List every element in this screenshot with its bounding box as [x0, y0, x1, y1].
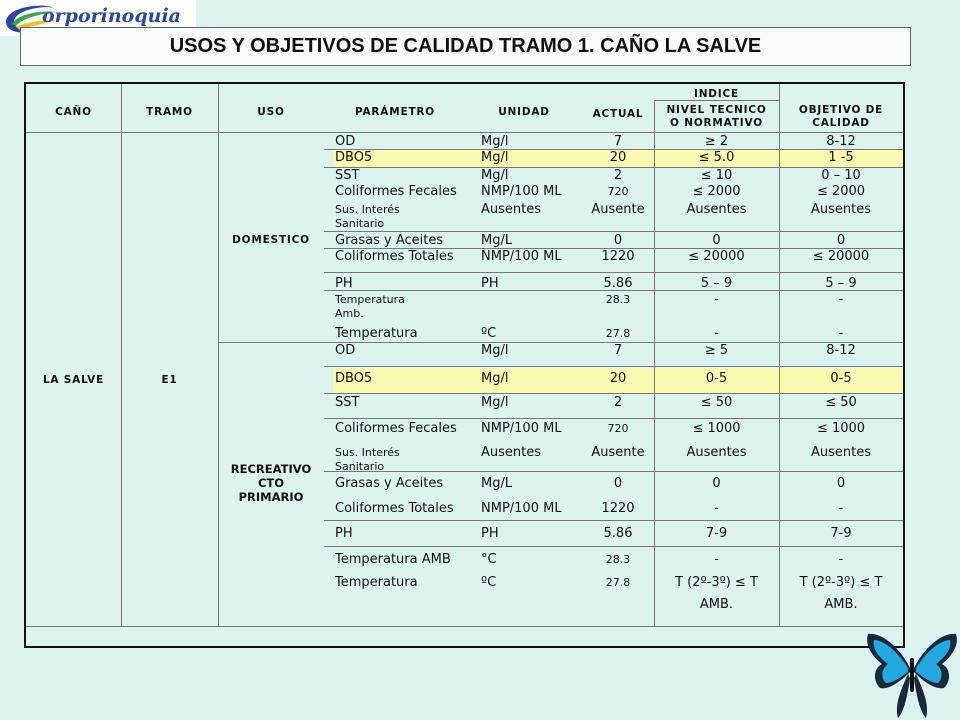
domestico-cell-objetivo: 0 – 10	[821, 168, 861, 183]
grid-line	[26, 626, 903, 627]
recreativo-cell-param: Coliformes Fecales	[335, 421, 457, 436]
recreativo-cell-unidad: Mg/l	[481, 371, 509, 386]
header-actual: ACTUAL	[592, 108, 644, 120]
domestico-cell-actual: 27.8	[605, 327, 631, 340]
row-divider	[324, 393, 903, 394]
row-divider	[324, 272, 903, 273]
recreativo-cell-objetivo: T (2º-3º) ≤ T	[799, 575, 883, 590]
domestico-cell-param: Sus. Interés	[335, 203, 400, 216]
recreativo-cell-unidad: Mg/l	[481, 395, 509, 410]
recreativo-cell-param: Temperatura	[335, 575, 418, 590]
uso-domestico: DOMESTICO	[232, 234, 310, 246]
domestico-cell-actual: 20	[609, 150, 627, 165]
recreativo-cell-actual: 20	[609, 371, 627, 386]
domestico-cell-unidad: NMP/100 ML	[481, 249, 562, 264]
recreativo-cell-norma: Ausentes	[686, 445, 747, 460]
domestico-cell-unidad: Mg/l	[481, 168, 509, 183]
recreativo-cell-actual: 27.8	[605, 576, 631, 589]
grid-line	[218, 84, 219, 626]
domestico-cell-norma: Ausentes	[686, 202, 747, 217]
domestico-cell-norma: ≤ 2000	[692, 184, 741, 199]
grid-line	[654, 100, 779, 101]
grid-line	[218, 342, 903, 343]
header-uso: USO	[257, 106, 285, 118]
domestico-cell-param: SST	[335, 168, 360, 183]
header-calidad: CALIDAD	[812, 117, 870, 129]
domestico-cell-norma: ≤ 20000	[688, 249, 745, 264]
recreativo-cell-norma: -	[714, 501, 719, 516]
recreativo-cell-objetivo: 0	[836, 476, 846, 491]
domestico-cell-param: OD	[335, 134, 356, 149]
recreativo-cell-actual: 1220	[601, 501, 635, 516]
row-divider	[324, 366, 903, 367]
grid-line	[121, 84, 122, 626]
recreativo-cell-param2: Sanitario	[335, 460, 385, 473]
domestico-cell-actual: 5.86	[603, 276, 633, 291]
grid-line	[26, 132, 903, 133]
domestico-cell-param2: Amb.	[335, 307, 364, 320]
uso-recreativo-l1: RECREATIVO	[230, 462, 312, 476]
domestico-cell-actual: Ausente	[591, 202, 645, 217]
recreativo-cell-norma: ≤ 1000	[692, 421, 741, 436]
recreativo-cell-objetivo: 8-12	[826, 343, 856, 358]
recreativo-cell-unidad: NMP/100 ML	[481, 421, 562, 436]
recreativo-cell-unidad: NMP/100 ML	[481, 501, 562, 516]
recreativo-cell-objetivo2: AMB.	[824, 597, 858, 612]
domestico-cell-unidad: PH	[481, 276, 499, 291]
domestico-cell-param2: Sanitario	[335, 217, 385, 230]
domestico-cell-param: Grasas y Aceites	[335, 233, 444, 248]
recreativo-cell-actual: 0	[613, 476, 623, 491]
domestico-cell-norma: -	[714, 326, 719, 341]
recreativo-cell-norma: 0	[712, 476, 721, 491]
domestico-cell-norma: -	[714, 292, 719, 307]
recreativo-cell-norma2: AMB.	[699, 597, 734, 612]
header-objetivo: OBJETIVO DE	[798, 104, 884, 116]
domestico-cell-norma: ≤ 5.0	[698, 150, 735, 165]
header-unidad: UNIDAD	[498, 106, 550, 118]
recreativo-cell-actual: Ausente	[591, 445, 645, 460]
uso-recreativo-l3: PRIMARIO	[238, 490, 304, 504]
recreativo-cell-norma: ≤ 50	[700, 395, 733, 410]
recreativo-cell-objetivo: -	[838, 501, 844, 516]
tramo-value: E1	[161, 374, 178, 386]
header-tramo: TRAMO	[146, 106, 193, 118]
domestico-cell-unidad: Mg/L	[481, 233, 513, 248]
domestico-cell-actual: 720	[607, 185, 629, 198]
quality-table	[24, 82, 905, 648]
header-cano: CAÑO	[55, 106, 92, 118]
domestico-cell-actual: 1220	[601, 249, 635, 264]
row-divider	[324, 471, 903, 472]
domestico-cell-param: Temperatura	[335, 293, 405, 306]
recreativo-cell-unidad: PH	[481, 526, 499, 541]
recreativo-cell-objetivo: Ausentes	[810, 445, 871, 460]
recreativo-cell-objetivo: -	[838, 552, 844, 567]
domestico-cell-actual: 7	[613, 134, 623, 149]
domestico-cell-objetivo: Ausentes	[810, 202, 871, 217]
domestico-cell-objetivo: -	[838, 292, 844, 307]
recreativo-cell-objetivo: 7-9	[830, 526, 852, 541]
domestico-cell-unidad: Ausentes	[481, 202, 542, 217]
domestico-cell-objetivo: 1 -5	[828, 150, 854, 165]
recreativo-cell-norma: 7-9	[705, 526, 728, 541]
header-indice: INDICE	[694, 88, 739, 100]
header-normativo: O NORMATIVO	[670, 117, 763, 129]
domestico-cell-unidad: ºC	[481, 326, 497, 341]
domestico-cell-param: PH	[335, 276, 353, 291]
domestico-cell-norma: 0	[712, 233, 721, 248]
domestico-cell-norma: 5 – 9	[700, 276, 733, 291]
row-divider	[324, 520, 903, 521]
domestico-cell-actual: 0	[613, 233, 623, 248]
cano-value: LA SALVE	[42, 374, 105, 386]
recreativo-cell-param: SST	[335, 395, 360, 410]
recreativo-cell-unidad: Mg/l	[481, 343, 509, 358]
domestico-cell-unidad: Mg/l	[481, 150, 509, 165]
domestico-cell-param: Coliformes Fecales	[335, 184, 457, 199]
domestico-cell-param: DBO5	[335, 150, 373, 165]
recreativo-cell-param: Grasas y Aceites	[335, 476, 444, 491]
domestico-cell-param: Coliformes Totales	[335, 249, 454, 264]
recreativo-cell-actual: 28.3	[605, 553, 631, 566]
domestico-cell-objetivo: 8-12	[826, 134, 856, 149]
recreativo-cell-param: Coliformes Totales	[335, 501, 454, 516]
page-title-box	[20, 27, 911, 66]
recreativo-cell-param: Sus. Interés	[335, 446, 400, 459]
recreativo-cell-unidad: ºC	[481, 575, 497, 590]
recreativo-cell-actual: 7	[613, 343, 623, 358]
uso-recreativo-l2: CTO	[257, 476, 285, 490]
row-divider	[324, 418, 903, 419]
recreativo-cell-param: OD	[335, 343, 356, 358]
recreativo-cell-objetivo: 0-5	[830, 371, 852, 386]
recreativo-cell-param: Temperatura AMB	[335, 552, 451, 567]
page-title: USOS Y OBJETIVOS DE CALIDAD TRAMO 1. CAÑO LA SALVE	[169, 35, 762, 57]
recreativo-cell-objetivo: ≤ 1000	[816, 421, 866, 436]
domestico-cell-unidad: Mg/l	[481, 134, 509, 149]
domestico-cell-unidad: NMP/100 ML	[481, 184, 562, 199]
recreativo-cell-norma: T (2º-3º) ≤ T	[675, 575, 758, 590]
domestico-cell-norma: ≤ 10	[700, 168, 733, 183]
domestico-cell-objetivo: ≤ 20000	[812, 249, 870, 264]
recreativo-cell-unidad: Ausentes	[481, 445, 542, 460]
recreativo-cell-actual: 720	[607, 422, 629, 435]
domestico-cell-actual: 28.3	[605, 293, 631, 306]
brand-wordmark: orporinoquia	[42, 5, 181, 27]
recreativo-cell-unidad: °C	[481, 552, 497, 567]
recreativo-cell-actual: 5.86	[603, 526, 633, 541]
recreativo-cell-norma: -	[714, 552, 719, 567]
row-divider	[324, 231, 903, 232]
domestico-cell-norma: ≥ 2	[704, 134, 729, 149]
recreativo-cell-norma: 0-5	[705, 371, 728, 386]
recreativo-cell-actual: 2	[613, 395, 623, 410]
header-nivel-tecnico: NIVEL TECNICO	[666, 104, 767, 116]
recreativo-cell-param: DBO5	[335, 371, 373, 386]
domestico-cell-objetivo: -	[838, 326, 844, 341]
domestico-cell-objetivo: 0	[836, 233, 846, 248]
recreativo-cell-objetivo: ≤ 50	[825, 395, 857, 410]
domestico-cell-param: Temperatura	[335, 326, 418, 341]
row-divider	[324, 546, 903, 547]
recreativo-cell-param: PH	[335, 526, 353, 541]
butterfly-icon	[864, 628, 960, 720]
header-parametro: PARÁMETRO	[354, 106, 436, 118]
domestico-cell-objetivo: 5 – 9	[825, 276, 857, 291]
recreativo-cell-unidad: Mg/L	[481, 476, 513, 491]
domestico-cell-actual: 2	[613, 168, 623, 183]
domestico-cell-objetivo: ≤ 2000	[816, 184, 866, 199]
recreativo-cell-norma: ≥ 5	[704, 343, 729, 358]
